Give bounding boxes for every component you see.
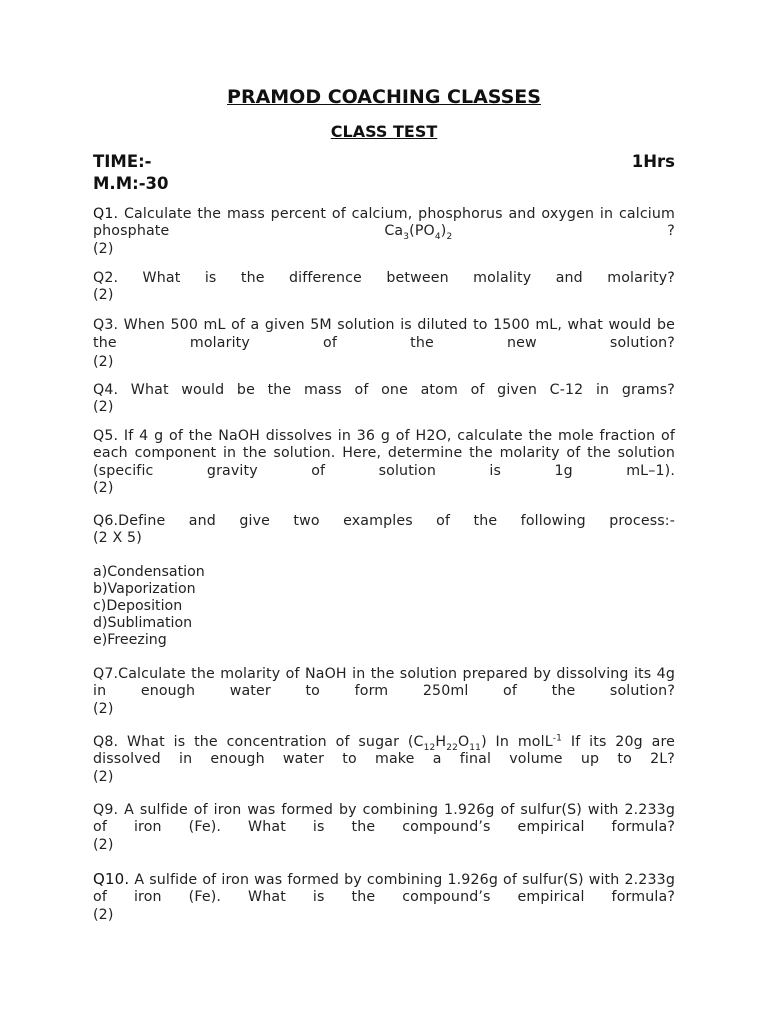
question-6: [93, 513, 675, 548]
question-3: [93, 316, 675, 371]
question-9-text: Q9. A sulfide of iron was formed by combining 1.926g of sulfur(S) with 2.233g of iron (Fe). What is the compound’s empirical formula?: [93, 802, 675, 836]
question-1-formula: $Ca_3(PO_4)_2$: [384, 223, 453, 243]
question-2-marks: (2): [93, 287, 114, 304]
question-5-text: Q5. If 4 g of the NaOH dissolves in 36 g of H2O, calculate the mole fraction of each component in the solution. Here, determine the molarity of the solution (specific gravity of solution is 1g mL–1).: [93, 428, 675, 479]
question-1-qmark: ?: [667, 223, 675, 240]
list-item: d)Sublimation: [93, 615, 193, 631]
question-2-text: Q2. What is the difference between molality and molarity?: [93, 270, 675, 286]
question-9-marks: (2): [93, 836, 114, 853]
question-8-marks: (2): [93, 768, 114, 785]
question-3-text: Q3. When 500 mL of a given 5M solution is diluted to 1500 mL, what would be the molarity of the new solution?: [93, 317, 675, 352]
question-5-marks: (2): [93, 479, 114, 496]
process-list: [93, 564, 393, 649]
question-4: [93, 382, 675, 417]
list-item: b)Vaporization: [93, 581, 196, 597]
question-6-text: Q6.Define and give two examples of the following process:-: [93, 513, 675, 529]
list-item: c)Deposition: [93, 598, 183, 614]
question-10-marks: (2): [93, 906, 114, 923]
time-label: TIME:-: [93, 152, 152, 171]
question-7-text: Q7.Calculate the molarity of NaOH in the solution prepared by dissolving its 4g in enough water to form 250ml of the solution?: [93, 666, 675, 700]
max-marks: M.M:-30: [93, 174, 169, 193]
time-value: 1Hrs: [631, 152, 675, 171]
list-item: a)Condensation: [93, 564, 205, 580]
question-8-text: Q8. What is the concentration of sugar $(C_{12}H_{22}O_{11})$ In molL$^{-1}$ If its 20g are dissolved in enough water to make a final volume up to 2L?: [93, 733, 675, 768]
question-1: [93, 206, 675, 258]
question-1-marks: (2): [93, 240, 114, 257]
time-row: [93, 152, 675, 171]
question-4-text: Q4. What would be the mass of one atom of given C-12 in grams?: [93, 382, 675, 398]
question-6-marks: (2 X 5): [93, 530, 142, 547]
question-2: [93, 270, 675, 305]
question-9: [93, 802, 675, 854]
question-10: [93, 871, 675, 924]
question-10-text: A sulfide of iron was formed by combining 1.926g of sulfur(S) with 2.233g of iron (Fe). What is the compound’s empirical formula?: [93, 872, 675, 906]
question-8: [93, 734, 675, 786]
question-7-marks: (2): [93, 700, 114, 717]
question-1-text: Calculate the mass percent of calcium, phosphorus and oxygen in calcium phosphate: [93, 206, 675, 240]
list-item: e)Freezing: [93, 632, 167, 648]
question-10-number: Q10.: [93, 870, 130, 888]
test-subtitle: CLASS TEST: [330, 122, 438, 141]
question-7: [93, 666, 675, 718]
question-4-marks: (2): [93, 399, 114, 416]
question-5: [93, 428, 675, 497]
question-1-number: Q1.: [93, 206, 119, 222]
page-title: PRAMOD COACHING CLASSES: [227, 86, 541, 108]
question-3-marks: (2): [93, 353, 114, 370]
